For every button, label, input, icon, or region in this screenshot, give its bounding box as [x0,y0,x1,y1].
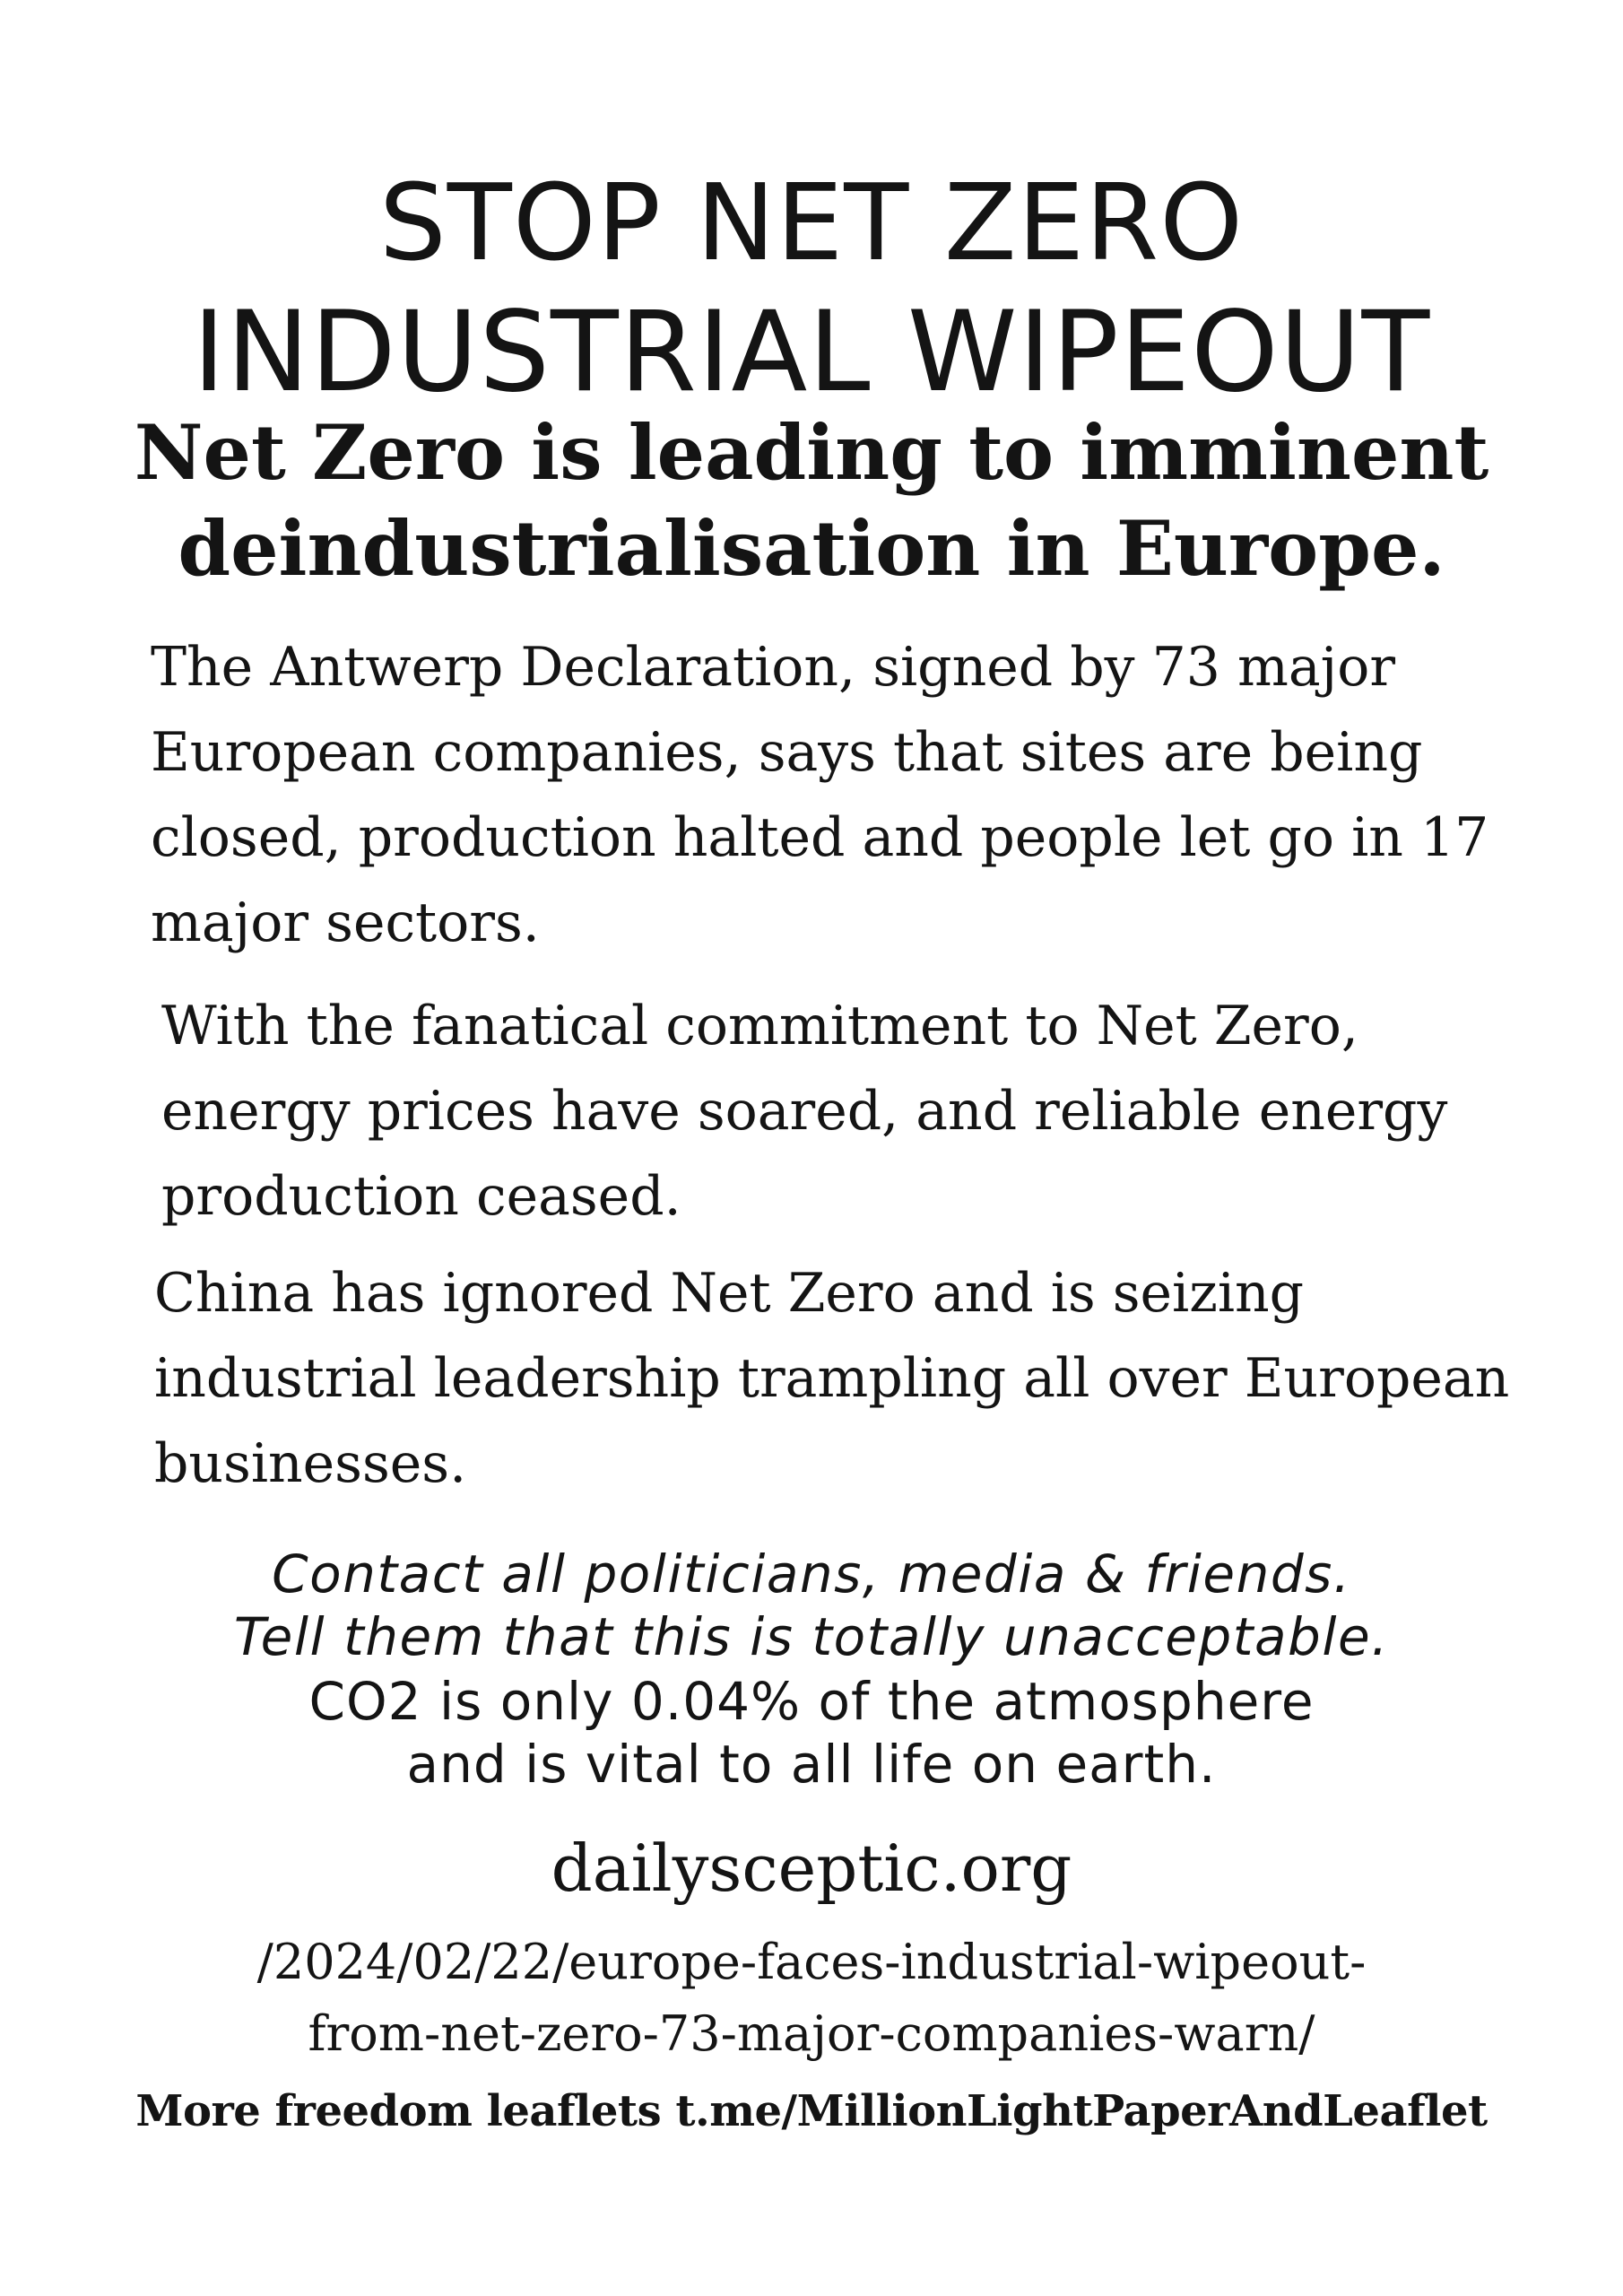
cta-co2-line: CO2 is only 0.04% of the atmosphere [308,1671,1315,1732]
footer-more-leaflets: More freedom leaflets t.me/MillionLightPaperAndLeaflet [135,2086,1488,2136]
cta-contact-line: Contact all politicians, media & friends. [272,1544,1351,1605]
cta-vital-line: and is vital to all life on earth. [406,1734,1217,1795]
source-site: dailysceptic.org [551,1831,1072,1906]
source-path-line-1: /2024/02/22/europe-faces-industrial-wipeout- [256,1934,1367,1990]
paragraph-energy-prices: With the fanatical commitment to Net Zero, energy prices have soared, and reliable energy production ceased. [161,995,1448,1228]
cta-unacceptable-line: Tell them that this is totally unacceptable. [233,1606,1390,1667]
headline-line-1: STOP NET ZERO [378,161,1245,284]
subheading-line-1: Net Zero is leading to imminent [134,408,1489,497]
paragraph-china: China has ignored Net Zero and is seizing industrial leadership trampling all over European businesses. [154,1262,1510,1495]
subheading-line-2: deindustrialisation in Europe. [178,504,1445,593]
paragraph-antwerp-declaration: The Antwerp Declaration, signed by 73 major European companies, says that sites are being closed, production halted and people let go in 17 major sectors. [151,636,1489,954]
headline-line-2: INDUSTRIAL WIPEOUT [192,288,1431,417]
source-path-line-2: from-net-zero-73-major-companies-warn/ [308,2005,1315,2062]
